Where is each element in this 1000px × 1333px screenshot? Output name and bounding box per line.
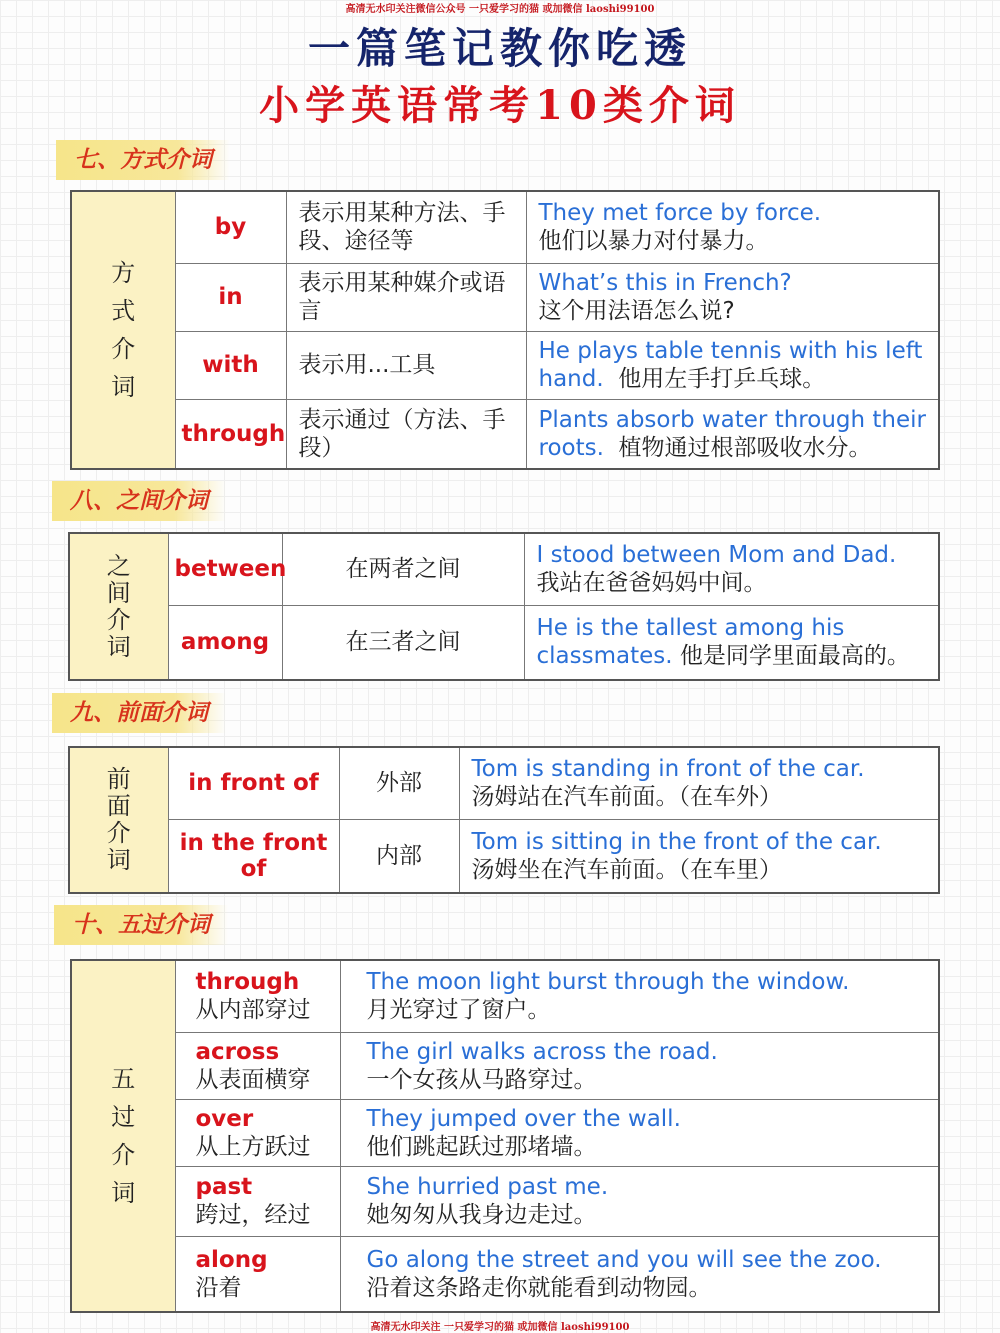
example: [526, 191, 939, 263]
example-zh: 这个用法语怎么说?: [538, 298, 735, 324]
example-zh: 月光穿过了窗户。: [366, 997, 551, 1024]
example: [524, 533, 939, 605]
table-front-prepositions: [68, 746, 940, 894]
meaning: 内部: [339, 819, 459, 893]
preposition: across: [195, 1038, 280, 1065]
example-zh: 汤姆站在汽车前面。（在车外）: [471, 784, 782, 811]
preposition: in front of: [168, 747, 339, 819]
example: [459, 819, 939, 893]
table-row: [69, 533, 939, 605]
meaning: 表示通过（方法、手段）: [286, 399, 526, 469]
meaning: 沿着: [195, 1274, 242, 1301]
table-row: [71, 263, 939, 331]
example-zh: 我站在爸爸妈妈中间。: [536, 570, 767, 597]
preposition: in: [175, 263, 286, 331]
example-zh: 她匆匆从我身边走过。: [366, 1202, 597, 1228]
table-row: [71, 1236, 939, 1312]
table-row: [71, 399, 939, 469]
page-title: 一篇笔记教你吃透: [307, 24, 692, 73]
example-zh: 植物通过根部吸收水分。: [618, 434, 872, 461]
example: [340, 960, 939, 1032]
example-zh: 一个女孩从马路穿过。: [366, 1066, 597, 1093]
preposition: over: [195, 1105, 254, 1132]
section-heading-between: 八、之间介词: [52, 481, 226, 521]
example: [340, 1099, 939, 1166]
example: [526, 263, 939, 331]
meaning: 从表面横穿: [195, 1066, 311, 1093]
table-row: [69, 819, 939, 893]
example-en: They jumped over the wall.: [366, 1105, 681, 1132]
watermark-top: 高清无水印关注微信公众号 一只爱学习的猫 或加微信 laoshi99100: [345, 4, 655, 15]
meaning: 在三者之间: [282, 605, 524, 680]
example-en: He plays table tennis with his left hand.: [538, 338, 923, 392]
preposition-cell: [175, 1099, 340, 1166]
page-subtitle: 小学英语常考10类介词: [259, 82, 741, 129]
table-row: [71, 1099, 939, 1166]
meaning: 表示用...工具: [286, 331, 526, 399]
example-zh: 汤姆坐在汽车前面。（在车里）: [471, 856, 782, 883]
preposition: between: [168, 533, 282, 605]
example-en: Tom is sitting in the front of the car.: [471, 828, 882, 855]
example: [340, 1166, 939, 1236]
preposition-cell: [175, 960, 340, 1032]
example-en: The moon light burst through the window.: [366, 969, 850, 996]
meaning: 从内部穿过: [195, 997, 311, 1024]
meaning: 表示用某种方法、手段、途径等: [286, 191, 526, 263]
meaning: 跨过，经过: [195, 1202, 311, 1228]
example-en: I stood between Mom and Dad.: [536, 542, 897, 569]
preposition: through: [195, 969, 300, 996]
example-en: He is the tallest among his classmates.: [536, 615, 845, 670]
table-row: [71, 960, 939, 1032]
preposition-cell: [175, 1032, 340, 1099]
preposition: with: [175, 331, 286, 399]
example-zh: 他们跳起跃过那堵墙。: [366, 1133, 597, 1160]
category-cell: 之间介词: [69, 533, 168, 680]
watermark-bottom: 高清无水印关注 一只爱学习的猫 或加微信 laoshi99100: [370, 1322, 630, 1333]
meaning: 从上方跃过: [195, 1133, 311, 1160]
example: [526, 399, 939, 469]
section-heading-front: 九、前面介词: [52, 693, 226, 733]
table-row: [71, 1032, 939, 1099]
preposition: among: [168, 605, 282, 680]
table-between-prepositions: [68, 532, 940, 681]
example-zh: 他用左手打乒乓球。: [618, 366, 826, 392]
example-en: Plants absorb water through their roots.: [538, 406, 926, 461]
preposition: past: [195, 1174, 253, 1200]
preposition-cell: [175, 1166, 340, 1236]
table-row: [71, 1166, 939, 1236]
table-row: [71, 191, 939, 263]
example-en: The girl walks across the road.: [366, 1038, 718, 1065]
preposition: through: [175, 399, 286, 469]
preposition: along: [195, 1246, 268, 1273]
table-row: [71, 331, 939, 399]
table-five-over-prepositions: [70, 959, 940, 1313]
preposition: by: [175, 191, 286, 263]
table-row: [69, 747, 939, 819]
category-cell: 前面介词: [69, 747, 168, 893]
meaning: 在两者之间: [282, 533, 524, 605]
example-en: Tom is standing in front of the car.: [471, 756, 865, 783]
preposition-cell: [175, 1236, 340, 1312]
example-en: What’s this in French?: [538, 270, 792, 296]
example: [526, 331, 939, 399]
example: [459, 747, 939, 819]
category-cell: 五过介词: [71, 960, 175, 1312]
example-en: Go along the street and you will see the zoo.: [366, 1246, 882, 1273]
example: [524, 605, 939, 680]
section-heading-five-over: 十、五过介词: [54, 905, 228, 945]
example-en: They met force by force.: [538, 200, 822, 227]
example: [340, 1032, 939, 1099]
section-heading-manner: 七、方式介词: [56, 140, 230, 180]
meaning: 表示用某种媒介或语言: [286, 263, 526, 331]
table-manner-prepositions: [70, 190, 940, 470]
preposition: in the front of: [168, 819, 339, 893]
table-row: [69, 605, 939, 680]
example-zh: 他们以暴力对付暴力。: [538, 228, 769, 255]
example-en: She hurried past me.: [366, 1174, 609, 1200]
example: [340, 1236, 939, 1312]
example-zh: 他是同学里面最高的。: [679, 643, 910, 670]
example-zh: 沿着这条路走你就能看到动物园。: [366, 1274, 712, 1301]
category-cell: 方式介词: [71, 191, 175, 469]
meaning: 外部: [339, 747, 459, 819]
